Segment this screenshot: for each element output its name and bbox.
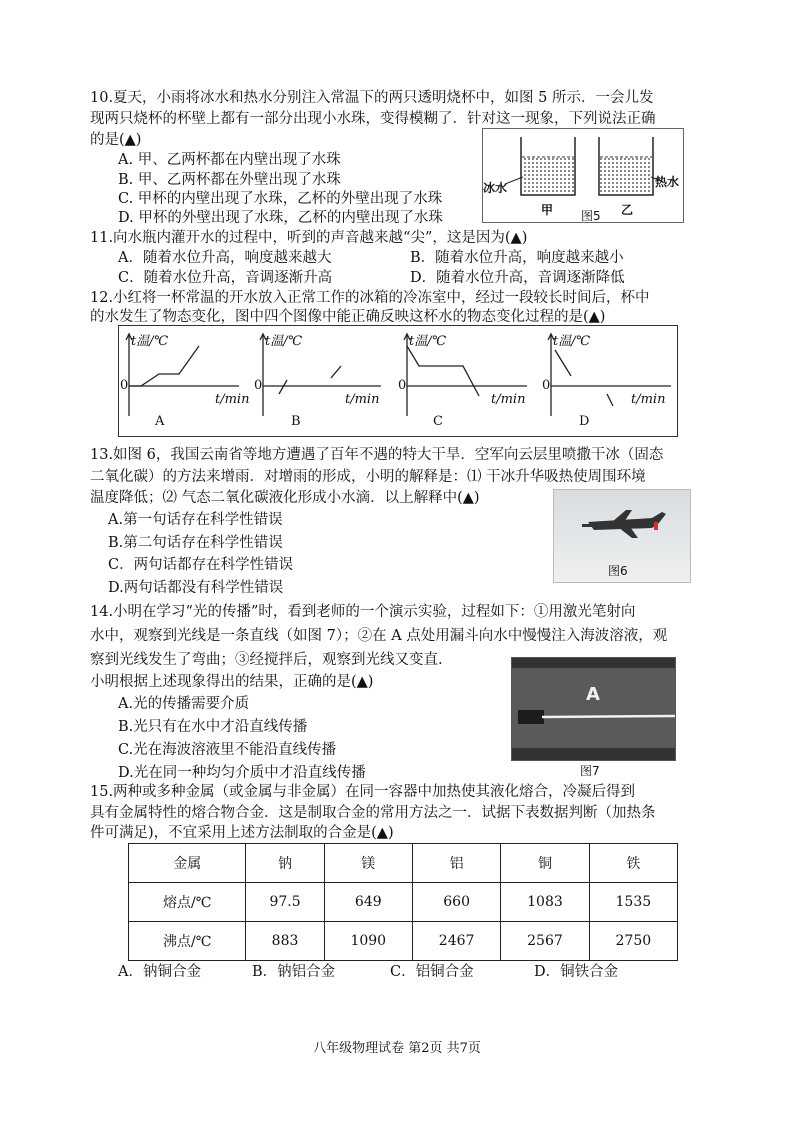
table-row [129,883,678,922]
q14-stem-line3: 察到光线发生了弯曲；③经搅拌后，观察到光线又变直. [90,652,443,668]
graph-b-y-label: t温/℃ [265,334,303,349]
table-header-cell: 镁 [324,844,412,883]
q13-option-b: B.第二句话存在科学性错误 [108,535,283,551]
q13-option-d: D.两句话都没有科学性错误 [108,580,284,596]
graph-a-x-label: t/min [215,392,250,407]
figure-5 [482,128,684,223]
table-cell: 2467 [412,922,500,961]
laser-beam-illustration [512,658,675,760]
point-a-label: A [586,684,600,705]
graph-c-y-label: t温/℃ [409,334,447,349]
q13-stem-line3: 温度降低；⑵ 气态二氧化碳液化形成小水滴．以上解释中(▲) [90,490,480,506]
graph-a-y-label: t温/℃ [131,334,169,349]
graph-b-letter: B [291,414,301,429]
q14-option-d: D.光在同一种均匀介质中才沿直线传播 [118,765,366,781]
q11-option-c: C．随着水位升高，音调逐渐升高 [118,270,333,286]
q10-option-c: C. 甲杯的内壁出现了水珠，乙杯的外壁出现了水珠 [118,191,443,207]
q14-stem-line2: 水中，观察到光线是一条直线（如图 7）；②在 A 点处用漏斗向水中慢慢注入海波溶液，观 [90,628,668,644]
table-cell: 660 [412,883,500,922]
table-cell: 649 [324,883,412,922]
q10-option-d: D. 甲杯的外壁出现了水珠，乙杯的内壁出现了水珠 [118,210,443,226]
q15-option-c: C．铝铜合金 [390,964,474,980]
graph-c-origin: 0 [398,378,407,393]
figure-6-caption: 图6 [608,564,628,578]
q15-stem-line3: 件可满足)，不宜采用上述方法制取的合金是(▲) [90,825,394,841]
table-cell: 2750 [589,922,677,961]
figure-5-caption: 图5 [581,209,601,223]
q15-option-a: A．钠铜合金 [118,964,201,980]
q11-option-b: B．随着水位升高，响度越来越小 [410,250,624,266]
table-cell: 1535 [589,883,677,922]
graph-a-origin: 0 [120,378,129,393]
q11-stem: 11.向水瓶内灌开水的过程中，听到的声音越来越“尖”，这是因为(▲) [90,230,528,246]
table-row [129,922,678,961]
graph-a-letter: A [155,414,165,429]
q15-option-b: B．钠铝合金 [252,964,336,980]
q12-stem-line2: 的水发生了物态变化，图中四个图像中能正确反映这杯水的物态变化过程的是(▲) [90,309,606,325]
graph-b-x-label: t/min [345,392,380,407]
label-yi: 乙 [621,203,634,217]
figure-7-laser-photo [511,657,676,761]
q10-stem-line3: 的是(▲) [90,132,142,148]
table-header-row [129,844,678,883]
label-jia: 甲 [541,203,554,217]
q15-stem-line1: 15.两种或多种金属（或金属与非金属）在同一容器中加热使其液化熔合，冷凝后得到 [90,784,636,800]
q13-stem-line1: 13.如图 6，我国云南省等地方遭遇了百年不遇的特大干旱．空军向云层里喷撒干冰（固态 [90,447,664,463]
figure-7-caption: 图7 [580,764,600,778]
label-ice-water: 冰水 [483,181,508,195]
graph-d-y-label: t温/℃ [553,334,591,349]
q14-stem-line1: 14.小明在学习“光的传播”时，看到老师的一个演示实验，过程如下：①用激光笔射向 [90,604,636,620]
q13-option-a: A.第一句话存在科学性错误 [108,512,283,528]
graph-d-x-label: t/min [631,392,666,407]
table-cell: 熔点/℃ [129,883,246,922]
q13-stem-line2: 二氧化碳）的方法来增雨．对增雨的形成，小明的解释是：⑴ 干冰升华吸热使周围环境 [90,469,646,485]
metal-properties-table [128,843,678,961]
q11-option-d: D．随着水位升高，音调逐渐降低 [410,270,625,286]
q12-graphs-panel [118,325,678,437]
table-cell: 1090 [324,922,412,961]
table-cell: 1083 [501,883,589,922]
table-header-cell: 钠 [246,844,324,883]
q10-stem-line2: 现两只烧杯的杯壁上都有一部分出现小水珠，变得模糊了．针对这一现象，下列说法正确 [90,111,656,127]
table-cell: 883 [246,922,324,961]
label-hot-water: 热水 [655,175,680,189]
page-footer: 八年级物理试卷 第2页 共7页 [313,1041,481,1056]
q14-option-b: B.光只有在水中才沿直线传播 [118,719,308,735]
q13-option-c: C．两句话都存在科学性错误 [108,557,294,573]
q10-stem-line1: 10.夏天，小雨将冰水和热水分别注入常温下的两只透明烧杯中，如图 5 所示．一会儿发 [90,90,654,106]
q14-option-a: A.光的传播需要介质 [118,696,250,712]
q14-stem-line4: 小明根据上述现象得出的结果，正确的是(▲) [90,674,374,690]
table-header-cell: 铁 [589,844,677,883]
figure-6-airplane-photo [553,489,691,583]
table-cell: 沸点/℃ [129,922,246,961]
q12-stem-line1: 12.小红将一杯常温的开水放入正常工作的冰箱的冷冻室中，经过一段较长时间后，杯中 [90,290,650,306]
table-header-cell: 金属 [129,844,246,883]
q10-option-a: A. 甲、乙两杯都在内壁出现了水珠 [118,152,341,168]
table-header-cell: 铜 [501,844,589,883]
table-cell: 2567 [501,922,589,961]
q11-option-a: A．随着水位升高，响度越来越大 [118,250,332,266]
q14-option-c: C.光在海波溶液里不能沿直线传播 [118,742,337,758]
graph-d-origin: 0 [542,378,551,393]
q10-option-b: B. 甲、乙两杯都在外壁出现了水珠 [118,172,341,188]
table-header-cell: 铝 [412,844,500,883]
q15-stem-line2: 具有金属特性的熔合物合金．这是制取合金的常用方法之一．试据下表数据判断（加热条 [90,805,656,821]
graph-d-letter: D [579,414,590,429]
graph-c-x-label: t/min [491,392,526,407]
q15-option-d: D．铜铁合金 [534,964,619,980]
graph-c-letter: C [433,414,443,429]
table-cell: 97.5 [246,883,324,922]
graph-b-origin: 0 [254,378,263,393]
airplane-icon [554,490,690,560]
